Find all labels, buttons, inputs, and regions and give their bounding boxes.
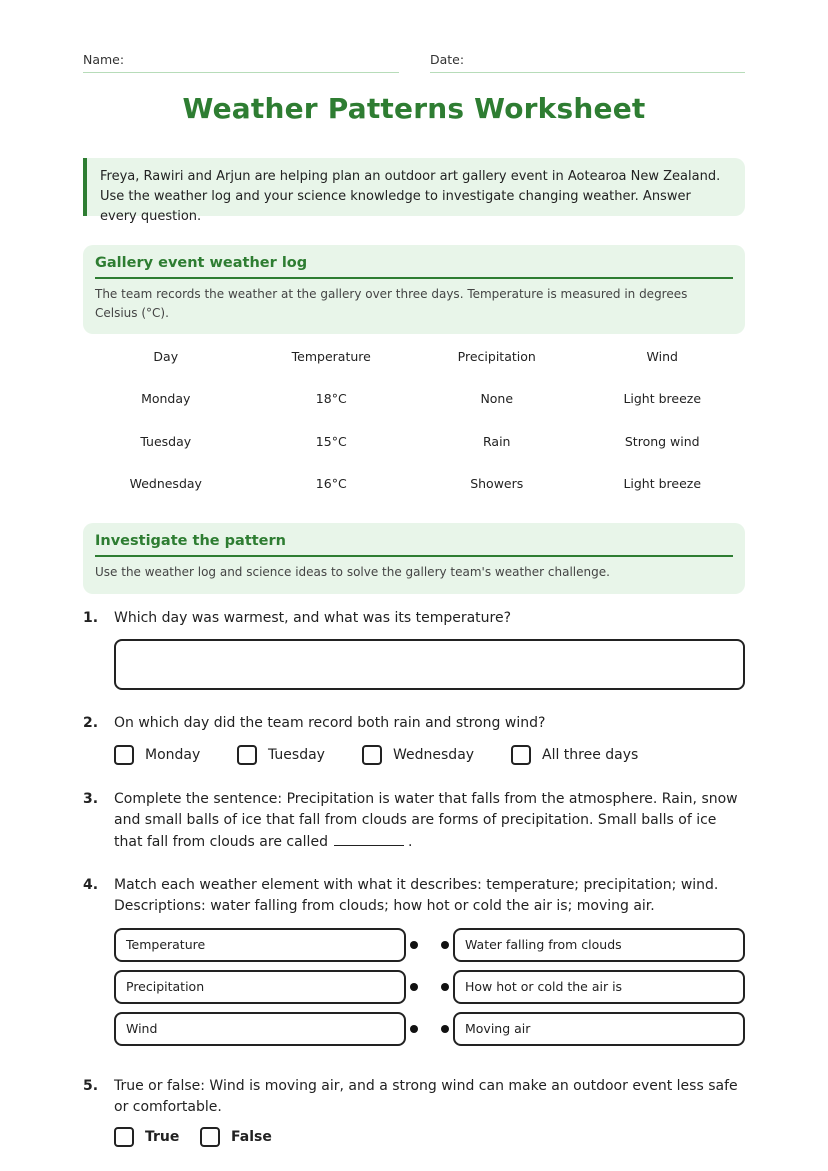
checkbox[interactable]	[362, 745, 382, 765]
match-dot[interactable]	[441, 941, 449, 949]
option-label: Monday	[145, 747, 201, 763]
name-field[interactable]	[83, 52, 124, 67]
checkbox[interactable]	[237, 745, 257, 765]
match-dot[interactable]	[410, 941, 418, 949]
option-true[interactable]	[114, 1127, 179, 1147]
question-text: On which day did the team record both rain and strong wind?	[114, 715, 546, 731]
match-dot[interactable]	[441, 1025, 449, 1033]
question-number: 5.	[83, 1078, 99, 1094]
option-label: Wednesday	[393, 747, 475, 763]
match-left-item[interactable]: Precipitation	[114, 970, 406, 1004]
table-row	[83, 378, 745, 421]
checkbox[interactable]	[200, 1127, 220, 1147]
option-label: False	[231, 1129, 272, 1145]
question-text: Match each weather element with what it describes: temperature; precipitation; wind. Descriptions: water falling from clouds; how hot or cold the air is; moving air.	[114, 877, 719, 914]
option-tuesday[interactable]	[237, 745, 325, 765]
fill-in-blank[interactable]	[334, 831, 404, 846]
table-cell: Showers	[470, 476, 524, 492]
weather-log-section	[83, 245, 745, 334]
date-field[interactable]	[430, 52, 464, 67]
option-all-three-days[interactable]	[511, 745, 638, 765]
match-right-item[interactable]: How hot or cold the air is	[453, 970, 745, 1004]
option-label: All three days	[542, 747, 639, 763]
question-number: 2.	[83, 715, 99, 731]
table-cell: 16°C	[315, 476, 347, 492]
column-header: Temperature	[291, 348, 371, 364]
match-dot[interactable]	[410, 1025, 418, 1033]
option-monday[interactable]	[114, 745, 200, 765]
match-right-item[interactable]: Moving air	[453, 1012, 745, 1046]
table-cell: Light breeze	[623, 476, 702, 492]
weather-log-table	[83, 335, 745, 505]
table-cell: 15°C	[315, 433, 347, 449]
question-text-before: Complete the sentence: Precipitation is water that falls from the atmosphere. Rain, snow and small balls of ice that fall from clouds are forms of precipitation. Small balls of ice that fall from clouds are called	[114, 791, 738, 850]
option-wednesday[interactable]	[362, 745, 474, 765]
table-cell: Rain	[483, 433, 511, 449]
table-cell: Monday	[141, 391, 191, 407]
column-header: Precipitation	[457, 348, 536, 364]
name-line	[83, 72, 399, 73]
checkbox[interactable]	[114, 745, 134, 765]
match-dot[interactable]	[410, 983, 418, 991]
question-text	[114, 789, 745, 853]
table-cell: 18°C	[315, 391, 347, 407]
table-cell: Wednesday	[129, 476, 202, 492]
match-right-item[interactable]: Water falling from clouds	[453, 928, 745, 962]
match-left-item[interactable]: Temperature	[114, 928, 406, 962]
question-text: True or false: Wind is moving air, and a strong wind can make an outdoor event less safe or comfortable.	[114, 1078, 738, 1115]
table-cell: Tuesday	[140, 433, 192, 449]
answer-box-q1[interactable]	[114, 639, 745, 690]
question-text: Which day was warmest, and what was its temperature?	[114, 610, 512, 626]
match-dot[interactable]	[441, 983, 449, 991]
section-description: The team records the weather at the gallery over three days. Temperature is measured in degrees Celsius (°C).	[95, 287, 688, 320]
table-row	[83, 463, 745, 506]
section-heading: Investigate the pattern	[95, 533, 733, 557]
table-row	[83, 420, 745, 463]
checkbox[interactable]	[114, 1127, 134, 1147]
option-false[interactable]	[200, 1127, 272, 1147]
date-line	[430, 72, 745, 73]
table-header-row	[83, 335, 745, 378]
section-heading: Gallery event weather log	[95, 255, 733, 279]
question-text-after: .	[407, 834, 413, 850]
name-label: Name:	[83, 52, 125, 67]
option-label: Tuesday	[268, 747, 325, 763]
page-title: Weather Patterns Worksheet	[182, 92, 646, 125]
table-cell: Strong wind	[624, 433, 700, 449]
option-label: True	[145, 1129, 180, 1145]
date-label: Date:	[430, 52, 465, 67]
question-number: 3.	[83, 791, 99, 807]
match-left-item[interactable]: Wind	[114, 1012, 406, 1046]
intro-callout: Freya, Rawiri and Arjun are helping plan an outdoor art gallery event in Aotearoa New Zealand. Use the weather log and your science knowledge to investigate changing weather. Answer every question.	[83, 158, 745, 216]
column-header: Day	[153, 348, 179, 364]
column-header: Wind	[646, 348, 678, 364]
table-cell: None	[480, 391, 514, 407]
table-cell: Light breeze	[623, 391, 702, 407]
question-number: 4.	[83, 877, 99, 893]
investigate-section	[83, 523, 745, 594]
section-description: Use the weather log and science ideas to solve the gallery team's weather challenge.	[95, 565, 610, 579]
checkbox[interactable]	[511, 745, 531, 765]
question-number: 1.	[83, 610, 99, 626]
